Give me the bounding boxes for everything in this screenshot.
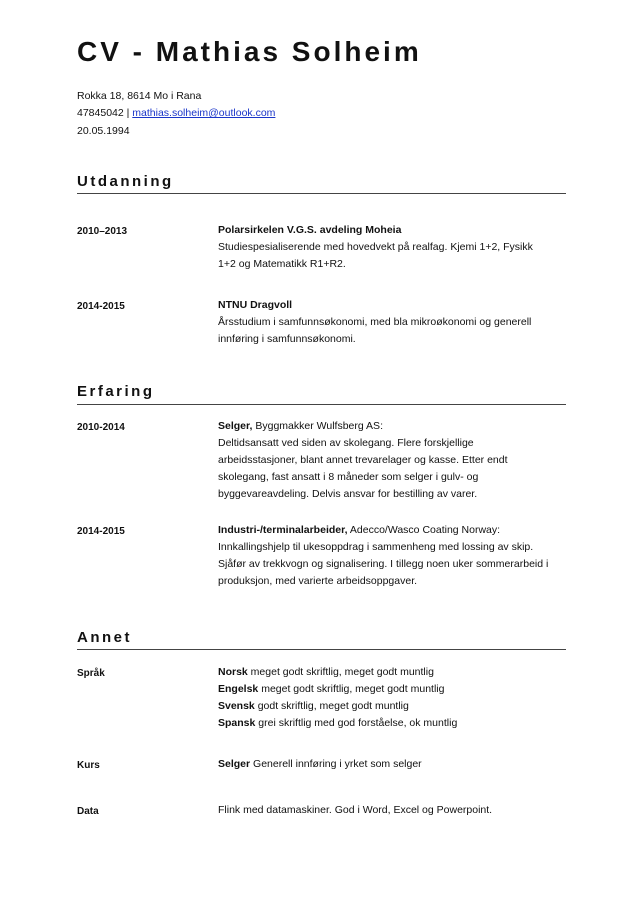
section-divider xyxy=(77,193,566,194)
entry-line: Årsstudium i samfunnsøkonomi, med bla mikroøkonomi og generell xyxy=(218,316,532,328)
education-entry xyxy=(218,297,570,348)
section-title-other: Annet xyxy=(77,629,132,646)
language-item: Spansk grei skriftlig med god forståelse, ok muntlig xyxy=(218,717,458,729)
birthdate-text: 20.05.1994 xyxy=(77,125,130,137)
entry-date: 2014-2015 xyxy=(77,526,125,537)
entry-heading: NTNU Dragvoll xyxy=(218,299,293,311)
section-title-experience: Erfaring xyxy=(77,383,155,400)
entry-line: skolegang, fast ansatt i 8 måneder som selger i gulv- og xyxy=(218,471,479,483)
section-divider xyxy=(77,649,566,650)
entry-line: Studiespesialiserende med hovedvekt på realfag. Kjemi 1+2, Fysikk xyxy=(218,241,533,253)
education-entry xyxy=(218,222,570,273)
entry-employer: Byggmakker Wulfsberg AS: xyxy=(252,420,383,432)
entry-line: innføring i samfunnsøkonomi. xyxy=(218,333,356,345)
email-link[interactable]: mathias.solheim@outlook.com xyxy=(132,107,276,119)
entry-line: byggevareavdeling. Delvis ansvar for bestilling av varer. xyxy=(218,488,478,500)
entry-heading: Industri-/terminalarbeider, xyxy=(218,524,348,536)
experience-entry xyxy=(218,522,570,590)
data-entry xyxy=(218,802,570,819)
course-desc: Generell innføring i yrket som selger xyxy=(250,758,422,770)
language-item: Norsk meget godt skriftlig, meget godt muntlig xyxy=(218,666,434,678)
entry-employer: Adecco/Wasco Coating Norway: xyxy=(347,524,501,536)
section-divider xyxy=(77,404,566,405)
contact-line xyxy=(77,107,275,119)
section-title-education: Utdanning xyxy=(77,173,174,190)
data-desc: Flink med datamaskiner. God i Word, Excel og Powerpoint. xyxy=(218,804,493,816)
entry-line: 1+2 og Matematikk R1+R2. xyxy=(218,258,346,270)
language-item: Svensk godt skriftlig, meget godt muntlig xyxy=(218,700,409,712)
entry-line: Sjåfør av trekkvogn og signalisering. I tillegg noen uker sommerarbeid i xyxy=(218,558,549,570)
entry-date: 2010–2013 xyxy=(77,226,128,237)
page-title: CV - Mathias Solheim xyxy=(77,36,422,67)
courses-entry xyxy=(218,756,570,773)
contact-separator: | xyxy=(123,107,133,119)
language-item: Engelsk meget godt skriftlig, meget godt muntlig xyxy=(218,683,445,695)
entry-heading: Polarsirkelen V.G.S. avdeling Moheia xyxy=(218,224,402,236)
languages-list xyxy=(218,664,570,732)
entry-line: Innkallingshjelp til ukesoppdrag i sammenheng med lossing av skip. xyxy=(218,541,534,553)
address-text: Rokka 18, 8614 Mo i Rana xyxy=(77,90,202,102)
courses-label: Kurs xyxy=(77,760,100,771)
entry-line: Deltidsansatt ved siden av skolegang. Flere forskjellige xyxy=(218,437,474,449)
data-label: Data xyxy=(77,806,99,817)
entry-date: 2010-2014 xyxy=(77,422,125,433)
entry-heading: Selger, xyxy=(218,420,253,432)
course-name: Selger xyxy=(218,758,251,770)
languages-label: Språk xyxy=(77,668,105,679)
entry-line: arbeidsstasjoner, blant annet trevarelager og kasse. Etter endt xyxy=(218,454,508,466)
experience-entry xyxy=(218,418,570,503)
entry-line: produksjon, med varierte arbeidsoppgaver. xyxy=(218,575,418,587)
phone-text: 47845042 xyxy=(77,107,124,119)
entry-date: 2014-2015 xyxy=(77,301,125,312)
